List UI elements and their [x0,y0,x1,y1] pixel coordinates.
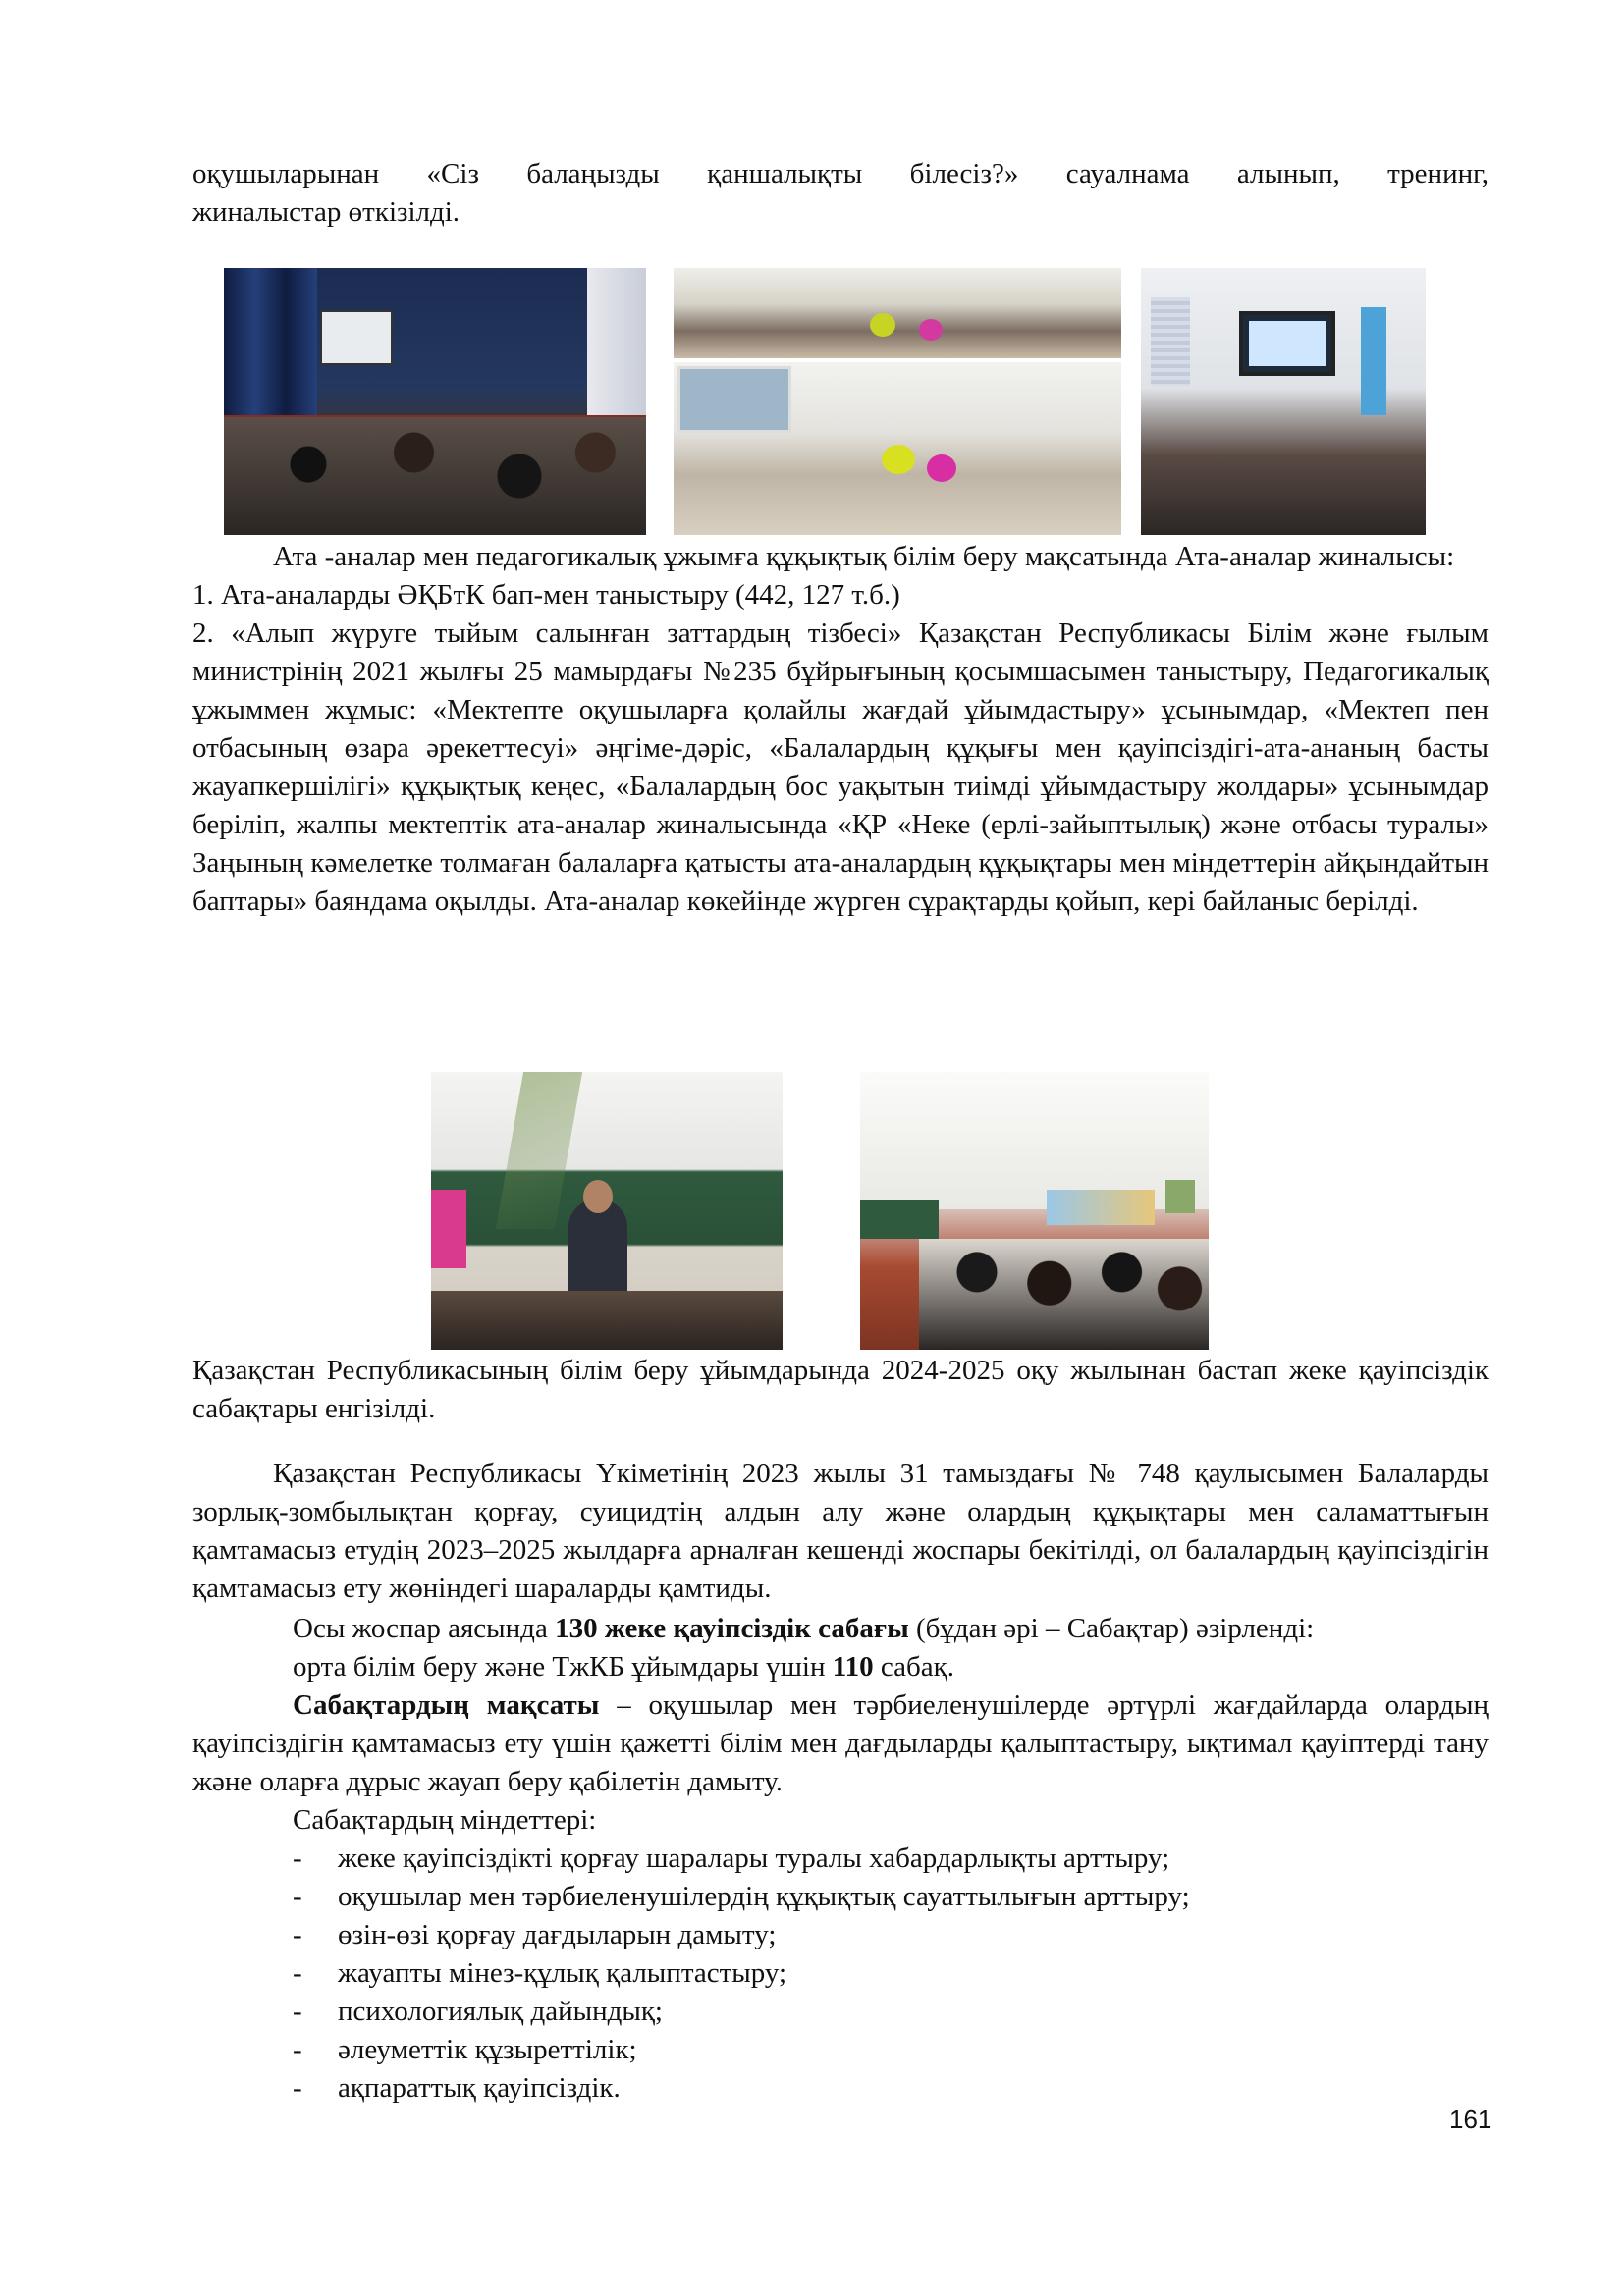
students-classroom-photo [860,1072,1209,1350]
intro-line-1: оқушыларынан «Сіз балаңызды қаншалықты білесіз?» сауалнама алынып, тренинг, [192,158,1489,189]
lessons-section [192,1610,1489,2108]
classroom-collage-photo [674,268,1121,535]
secondary-lesson-count: 110 [832,1651,874,1682]
list-item: - әлеуметтік құзыреттілік; [293,2034,637,2065]
teacher-chalkboard-photo [431,1072,783,1350]
meeting-section [192,538,1489,921]
meeting-heading: Ата -аналар мен педагогикалық ұжымға құқықтық білім беру мақсатында Ата-аналар жиналысы: [273,541,1455,572]
goal-text: – оқушылар мен тәрбиеленушілерде әртүрлі жағдайларда олардың қауіпсіздігін қамтамасыз ету үшін қажетті білім мен дағдыларды қалыптастыру, ықтимал қауіптерді тану және оларға дұрыс жауап беру қабілетін дамыту. [192,1689,1489,1797]
meeting-item-1: 1. Ата-аналарды ӘҚБтК бап-мен таныстыру (442, 127 т.б.) [192,579,900,611]
tasks-heading: Сабақтардың міндеттері: [293,1804,597,1836]
list-item: - жауапты мінез-құлық қалыптастыру; [293,1957,787,1989]
list-item: - психологиялық дайындық; [293,1996,663,2027]
presentation-photo [1141,268,1426,535]
tasks-list [192,1840,1489,2108]
lessons-intro-text: Қазақстан Республикасының білім беру ұйымдарында 2024-2025 оқу жылынан бастап жеке қауіпсіздік сабақтары енгізілді. [192,1355,1489,1424]
list-item: - өзін-өзі қорғау дағдыларын дамыту; [293,1919,777,1950]
plan-lesson-count: 130 жеке қауіпсіздік сабағы [555,1613,909,1644]
goal-paragraph [192,1686,1489,1801]
page-number: 161 [1449,2105,1492,2134]
list-item: - ақпараттық қауіпсіздік. [293,2072,621,2104]
goal-label: Сабақтардың мақсаты [293,1689,600,1721]
list-item: - жеке қауіпсіздікті қорғау шаралары туралы хабардарлықты арттыру; [293,1842,1170,1874]
meeting-item-2: 2. «Алып жүруге тыйым салынған заттардың тізбесі» Қазақстан Республикасы Білім және ғылым министрінің 2021 жылғы 25 мамырдағы №235 бұйрығының қосымшасымен таныстыру, Педагогикалық ұжыммен жұмыс: «Мектепте оқушыларға қолайлы жағдай ұйымдастыру» ұсынымдар, «Мектеп пен отбасының өзара әрекеттесуі» әңгіме-дәріс, «Балалардың құқығы мен қауіпсіздігі-ата-ананың басты жауапкершілігі» құқықтық кеңес, «Балалардың бос уақытын тиімді ұйымдастыру жолдары» ұсынымдар беріліп, жалпы мектептік ата-аналар жиналысында «ҚР «Неке (ерлі-зайыптылық) және отбасы туралы» Заңының кәмелетке толмаған балаларға қатысты ата-аналардың құқықтары мен міндеттерін айқындайтын баптары» баяндама оқылды. Ата-аналар көкейінде жүрген сұрақтарды қойып, кері байланыс берілді. [192,617,1489,917]
lessons-intro [192,1352,1489,1428]
plan-line: Осы жоспар аясында 130 жеке қауіпсіздік сабағы (бұдан әрі – Сабақтар) әзірленді: [293,1613,1315,1644]
secondary-line: орта білім беру және ТжКБ ұйымдары үшін 110 сабақ. [293,1651,954,1682]
assembly-hall-photo [224,268,646,535]
government-paragraph [192,1455,1489,1608]
intro-line-2: жиналыстар өткізілді. [192,196,460,228]
list-item: - оқушылар мен тәрбиеленушілердің құқықтық сауаттылығын арттыру; [293,1881,1190,1912]
intro-paragraph [192,155,1489,232]
government-text: Қазақстан Республикасы Үкіметінің 2023 жылы 31 тамыздағы № 748 қаулысымен Балаларды зорлық-зомбылықтан қорғау, суицидтің алдын алу және олардың құқықтары мен саламаттығын қамтамасыз етудің 2023–2025 жылдарға арналған кешенді жоспары бекітілді, ол балалардың қауіпсіздігін қамтамасыз ету жөніндегі шараларды қамтиды. [192,1458,1489,1604]
